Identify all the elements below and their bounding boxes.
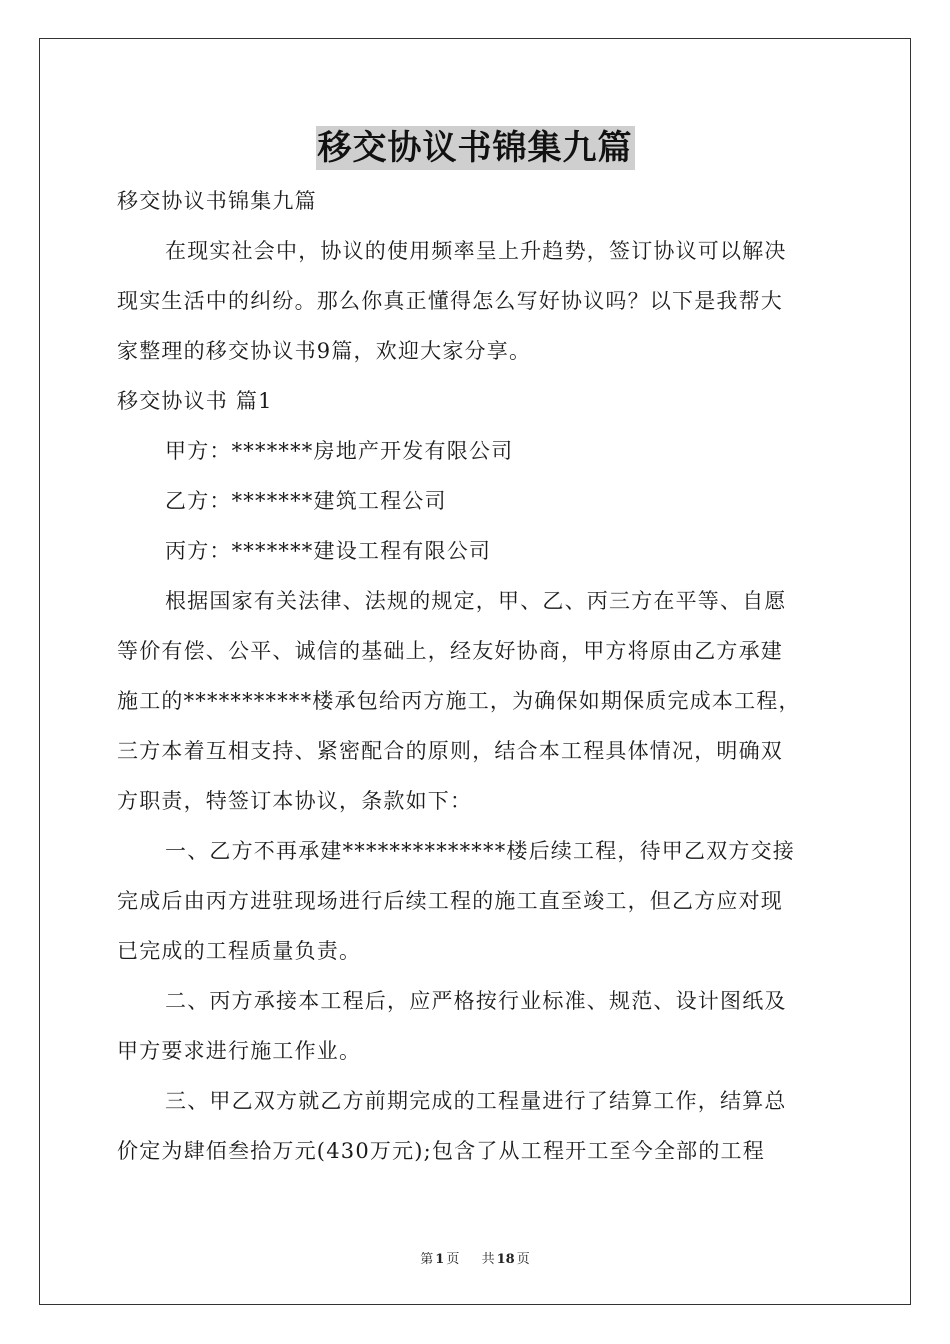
paragraph-line: 三方本着互相支持、紧密配合的原则，结合本工程具体情况，明确双 — [117, 739, 783, 763]
paragraph-line: 等价有偿、公平、诚信的基础上，经友好协商，甲方将原由乙方承建 — [117, 639, 783, 663]
clause-line: 已完成的工程质量负责。 — [117, 939, 362, 963]
page-suffix: 页 — [446, 1252, 460, 1267]
title-container — [0, 126, 950, 170]
party-a-line: 甲方：*******房地产开发有限公司 — [165, 439, 514, 463]
clause-line: 一、乙方不再承建**************楼后续工程，待甲乙双方交接 — [165, 839, 795, 863]
intro-line: 家整理的移交协议书9篇，欢迎大家分享。 — [117, 339, 532, 363]
total-pages: 18 — [496, 1252, 515, 1267]
party-b-line: 乙方：*******建筑工程公司 — [165, 489, 447, 513]
paragraph-line: 根据国家有关法律、法规的规定，甲、乙、丙三方在平等、自愿 — [165, 589, 787, 613]
total-suffix: 页 — [516, 1252, 530, 1267]
intro-line: 在现实社会中，协议的使用频率呈上升趋势，签订协议可以解决 — [165, 239, 787, 263]
total-prefix: 共 — [481, 1252, 495, 1267]
document-subtitle: 移交协议书锦集九篇 — [117, 189, 317, 213]
page-footer — [0, 1248, 950, 1267]
party-c-line: 丙方：*******建设工程有限公司 — [165, 539, 492, 563]
document-body — [117, 176, 837, 1176]
paragraph-line: 方职责，特签订本协议，条款如下： — [117, 789, 473, 813]
paragraph-line: 施工的***********楼承包给丙方施工，为确保如期保质完成本工程， — [117, 689, 801, 713]
page-prefix: 第 — [420, 1252, 434, 1267]
page-number: 1 — [435, 1252, 445, 1267]
clause-line: 三、甲乙双方就乙方前期完成的工程量进行了结算工作，结算总 — [165, 1089, 787, 1113]
clause-line: 完成后由丙方进驻现场进行后续工程的施工直至竣工，但乙方应对现 — [117, 889, 783, 913]
section-heading: 移交协议书 篇1 — [117, 389, 273, 413]
clause-line: 甲方要求进行施工作业。 — [117, 1039, 362, 1063]
clause-line: 二、丙方承接本工程后，应严格按行业标准、规范、设计图纸及 — [165, 989, 787, 1013]
intro-line: 现实生活中的纠纷。那么你真正懂得怎么写好协议吗？以下是我帮大 — [117, 289, 783, 313]
document-title: 移交协议书锦集九篇 — [317, 128, 633, 168]
clause-line: 价定为肆佰叁拾万元(430万元);包含了从工程开工至今全部的工程 — [117, 1139, 765, 1163]
